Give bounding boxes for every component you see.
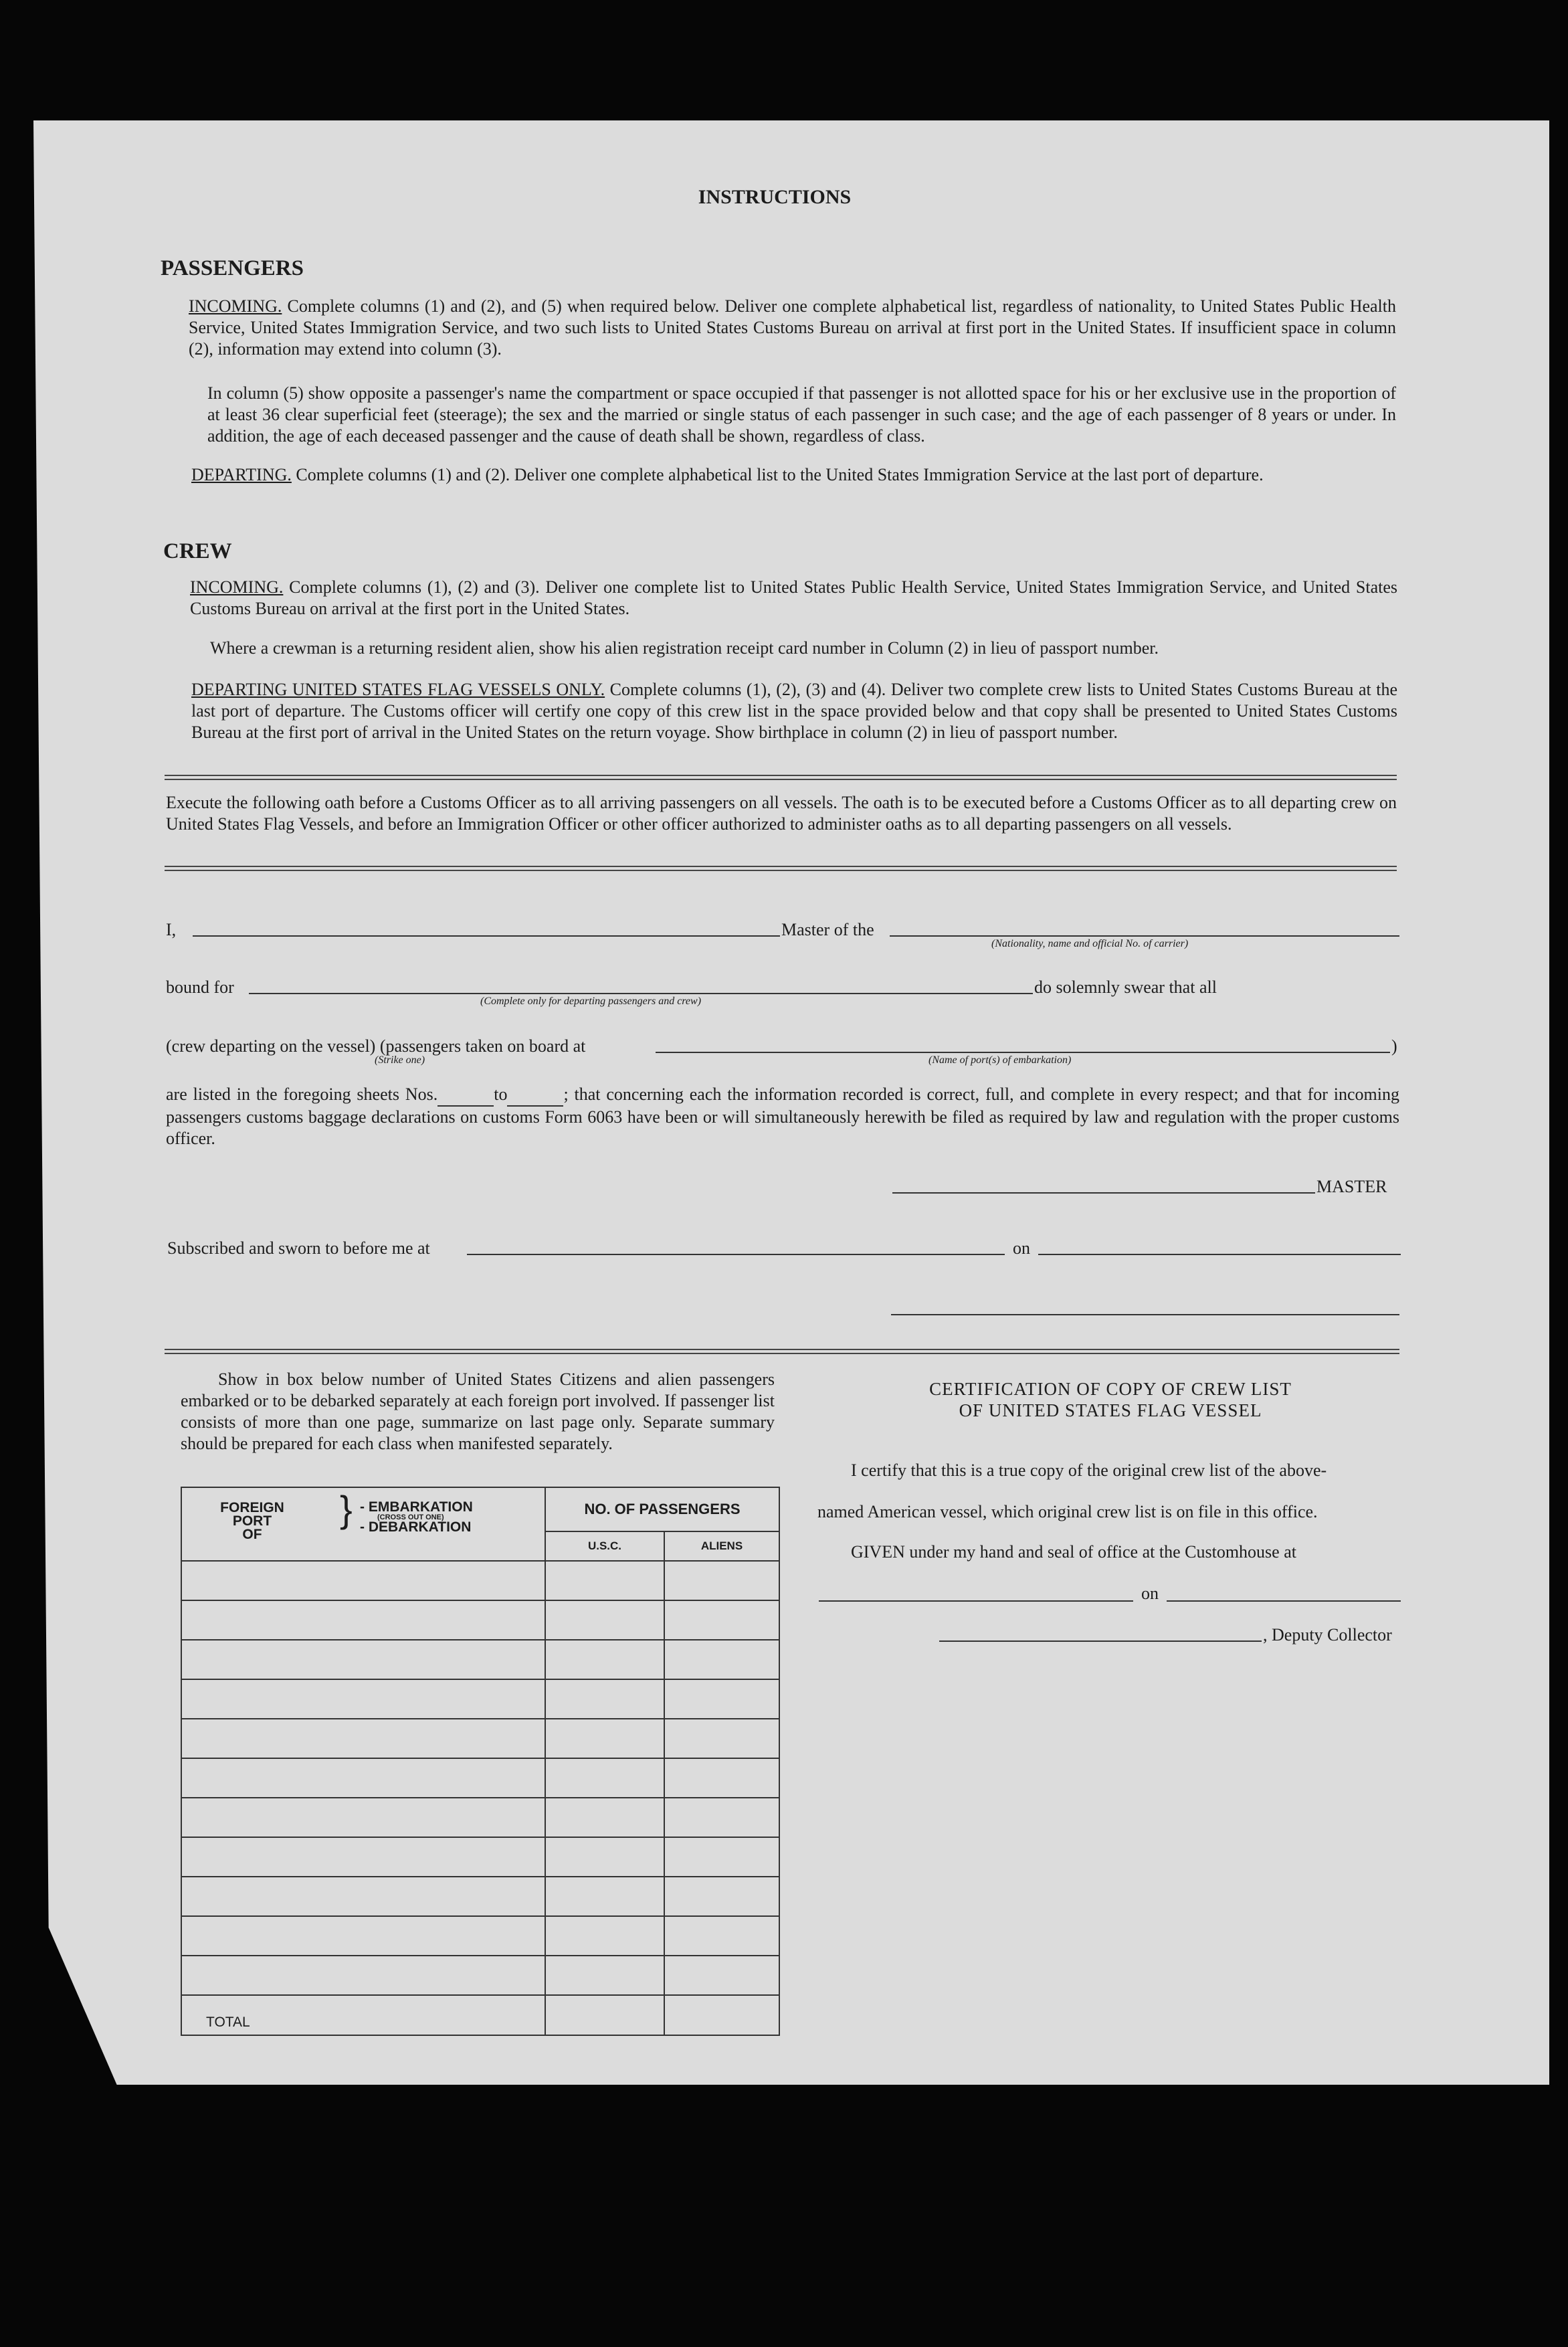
usc-cell[interactable] (545, 1916, 664, 1956)
usc-cell[interactable] (545, 1798, 664, 1837)
aliens-cell[interactable] (664, 1679, 779, 1719)
port-cell[interactable] (181, 1956, 545, 1995)
divider (165, 775, 1397, 780)
aliens-cell[interactable] (664, 1956, 779, 1995)
crew-incoming-label: INCOMING. (190, 577, 284, 597)
crew-departing (191, 679, 1397, 743)
embarkation-option[interactable]: - EMBARKATION (360, 1499, 473, 1515)
listed-post: ; that concerning each the information recorded is correct, full, and complete in every respect; and that for incoming passengers customs baggage declarations on customs Form 6063 have been or will simultaneously herewith be filed as required by law and regulation with the proper customs officer. (166, 1085, 1399, 1148)
table-row (181, 1798, 779, 1837)
passengers-incoming (189, 296, 1396, 360)
table-row (181, 1837, 779, 1877)
crew-departing-label: DEPARTING UNITED STATES FLAG VESSELS ONLY. (191, 680, 605, 699)
crew-departing-text: Complete columns (1), (2), (3) and (4). Deliver two complete crew lists to United States Customs Bureau at the last port of departure. The Customs officer will certify one copy of this crew list in the space provided below and that copy shall be presented to United States Customs Bureau at the first port of arrival in the United States on the return voyage. Show birthplace in column (2) in lieu of passport number. (191, 680, 1398, 742)
passengers-heading: PASSENGERS (161, 256, 304, 280)
table-row (181, 1561, 779, 1600)
aliens-cell[interactable] (664, 1837, 779, 1877)
crew-resident-text: Where a crewman is a returning resident alien, show his alien registration receipt card number in Column (2) in lieu of passport number. (210, 638, 1159, 658)
close-paren: ) (1391, 1036, 1397, 1056)
deputy-collector-label: , Deputy Collector (1263, 1625, 1392, 1645)
subscribed-date-field[interactable] (1038, 1254, 1401, 1255)
ports-caption: (Name of port(s) of embarkation) (928, 1054, 1072, 1066)
listed-to: to (494, 1085, 508, 1104)
crew-departing-choice[interactable]: (crew departing on the vessel) (passengers taken on board at (166, 1036, 586, 1056)
crew-heading: CREW (163, 539, 232, 563)
usc-cell[interactable] (545, 1758, 664, 1798)
usc-cell[interactable] (545, 1877, 664, 1916)
page-title: INSTRUCTIONS (698, 186, 852, 208)
table-row (181, 1640, 779, 1679)
deputy-signature-field[interactable] (939, 1640, 1262, 1642)
usc-cell[interactable] (545, 1956, 664, 1995)
aliens-cell[interactable] (664, 1600, 779, 1640)
aliens-cell[interactable] (664, 1877, 779, 1916)
listed-statement (166, 1084, 1399, 1149)
listed-pre: are listed in the foregoing sheets Nos. (166, 1085, 438, 1104)
port-cell[interactable] (181, 1837, 545, 1877)
aliens-cell[interactable] (664, 1916, 779, 1956)
port-cell[interactable] (181, 1600, 545, 1640)
table-row (181, 1600, 779, 1640)
usc-cell[interactable] (545, 1837, 664, 1877)
sheet-to-field[interactable] (507, 1084, 563, 1107)
divider (165, 866, 1397, 871)
table-row (181, 1956, 779, 1995)
table-row (181, 1679, 779, 1719)
certification-date-field[interactable] (1167, 1600, 1401, 1602)
table-row (181, 1916, 779, 1956)
total-aliens-cell[interactable] (664, 1995, 779, 2035)
table-row (181, 1719, 779, 1758)
carrier-caption: (Nationality, name and official No. of carrier) (991, 938, 1189, 949)
swear-text: do solemnly swear that all (1034, 977, 1217, 997)
port-cell[interactable] (181, 1877, 545, 1916)
usc-cell[interactable] (545, 1561, 664, 1600)
bound-for-field[interactable] (249, 993, 1033, 994)
usc-cell[interactable] (545, 1679, 664, 1719)
of-label: OF (242, 1527, 262, 1542)
aliens-cell[interactable] (664, 1719, 779, 1758)
certify-line2: named American vessel, which original crew list is on file in this office. (817, 1502, 1318, 1521)
certification-title-line2: OF UNITED STATES FLAG VESSEL (959, 1400, 1262, 1420)
embarkation-ports-field[interactable] (656, 1052, 1390, 1053)
crew-incoming-text: Complete columns (1), (2) and (3). Deliver one complete list to United States Public Health Service, United States Immigration Service, and United States Customs Bureau on arrival at the first port in the United States. (190, 577, 1398, 618)
oath-intro: Execute the following oath before a Customs Officer as to all arriving passengers on all vessels. The oath is to be executed before a Customs Officer as to all departing crew on United States Flag Vessels, and before an Immigration Officer or other officer authorized to administer oaths as to all departing passengers on all vessels. (166, 793, 1397, 834)
carrier-field[interactable] (890, 935, 1399, 937)
port-cell[interactable] (181, 1640, 545, 1679)
bound-for-caption: (Complete only for departing passengers and crew) (480, 996, 702, 1007)
certification-title-line1: CERTIFICATION OF COPY OF CREW LIST (929, 1379, 1292, 1399)
no-of-passengers-header: NO. OF PASSENGERS (545, 1487, 779, 1531)
debarkation-option[interactable]: - DEBARKATION (360, 1519, 472, 1535)
certification-on-label: on (1141, 1584, 1159, 1603)
subscribed-on-label: on (1013, 1238, 1030, 1258)
table-row (181, 1758, 779, 1798)
usc-cell[interactable] (545, 1719, 664, 1758)
foreign-label: FOREIGN (220, 1500, 284, 1515)
passengers-incoming-label: INCOMING. (189, 296, 282, 316)
certification-title (809, 1378, 1411, 1421)
table-row (181, 1877, 779, 1916)
port-cell[interactable] (181, 1798, 545, 1837)
subscribed-at-field[interactable] (467, 1254, 1005, 1255)
master-name-field[interactable] (193, 935, 780, 937)
aliens-cell[interactable] (664, 1798, 779, 1837)
master-label: MASTER (1316, 1177, 1387, 1196)
customhouse-field[interactable] (819, 1600, 1133, 1602)
port-header-cell (181, 1487, 545, 1561)
passengers-departing-text: Complete columns (1) and (2). Deliver one complete alphabetical list to the United States Immigration Service at the last port of departure. (296, 465, 1264, 484)
given-text: GIVEN under my hand and seal of office at the Customhouse at (851, 1542, 1296, 1562)
certify-line1: I certify that this is a true copy of the original crew list of the above- (851, 1461, 1327, 1480)
summary-instructions: Show in box below number of United States Citizens and alien passengers embarked or to be debarked separately at each foreign port involved. If passenger list consists of more than one page, summarize on last page only. Separate summary should be prepared for each class when manifested separately. (181, 1370, 775, 1453)
usc-cell[interactable] (545, 1640, 664, 1679)
passengers-incoming-text: Complete columns (1) and (2), and (5) when required below. Deliver one complete alphabetical list, regardless of nationality, to United States Public Health Service, United States Immigration Service, and two such lists to United States Customs Bureau on arrival at first port in the United States. If insufficient space in column (2), information may extend into column (3). (189, 296, 1396, 359)
port-cell[interactable] (181, 1561, 545, 1600)
subscribed-label: Subscribed and sworn to before me at (167, 1238, 430, 1258)
aliens-cell[interactable] (664, 1640, 779, 1679)
divider (165, 1349, 1399, 1354)
aliens-header: ALIENS (664, 1531, 779, 1561)
passengers-departing (191, 464, 1396, 486)
total-usc-cell[interactable] (545, 1995, 664, 2035)
crew-incoming (190, 577, 1397, 620)
bound-for-label: bound for (166, 977, 234, 997)
strike-caption: (Strike one) (375, 1054, 425, 1066)
officer-signature-field[interactable] (891, 1314, 1399, 1315)
passengers-column5-text: In column (5) show opposite a passenger's name the compartment or space occupied if that passenger is not allotted space for his or her exclusive use in the proportion of at least 36 clear superficial feet (steerage); the sex and the married or single status of each passenger in such case; and the age of each passenger of 8 years or under. In addition, the age of each deceased passenger and the cause of death shall be shown, regardless of class. (207, 383, 1396, 446)
usc-cell[interactable] (545, 1600, 664, 1640)
port-cell[interactable] (181, 1758, 545, 1798)
port-label: PORT (232, 1513, 272, 1529)
passenger-summary-table (181, 1487, 780, 2036)
aliens-cell[interactable] (664, 1758, 779, 1798)
passengers-departing-label: DEPARTING. (191, 465, 292, 484)
master-signature-field[interactable] (892, 1192, 1315, 1194)
total-label: TOTAL (181, 1995, 545, 2035)
port-cell[interactable] (181, 1916, 545, 1956)
sheet-from-field[interactable] (437, 1084, 494, 1107)
brace-glyph: } (340, 1488, 353, 1530)
master-of-the-label: Master of the (781, 920, 874, 939)
port-cell[interactable] (181, 1679, 545, 1719)
oath-i-label: I, (166, 920, 177, 939)
cross-out-note: (CROSS OUT ONE) (377, 1513, 444, 1521)
usc-header: U.S.C. (545, 1531, 664, 1561)
port-cell[interactable] (181, 1719, 545, 1758)
aliens-cell[interactable] (664, 1561, 779, 1600)
